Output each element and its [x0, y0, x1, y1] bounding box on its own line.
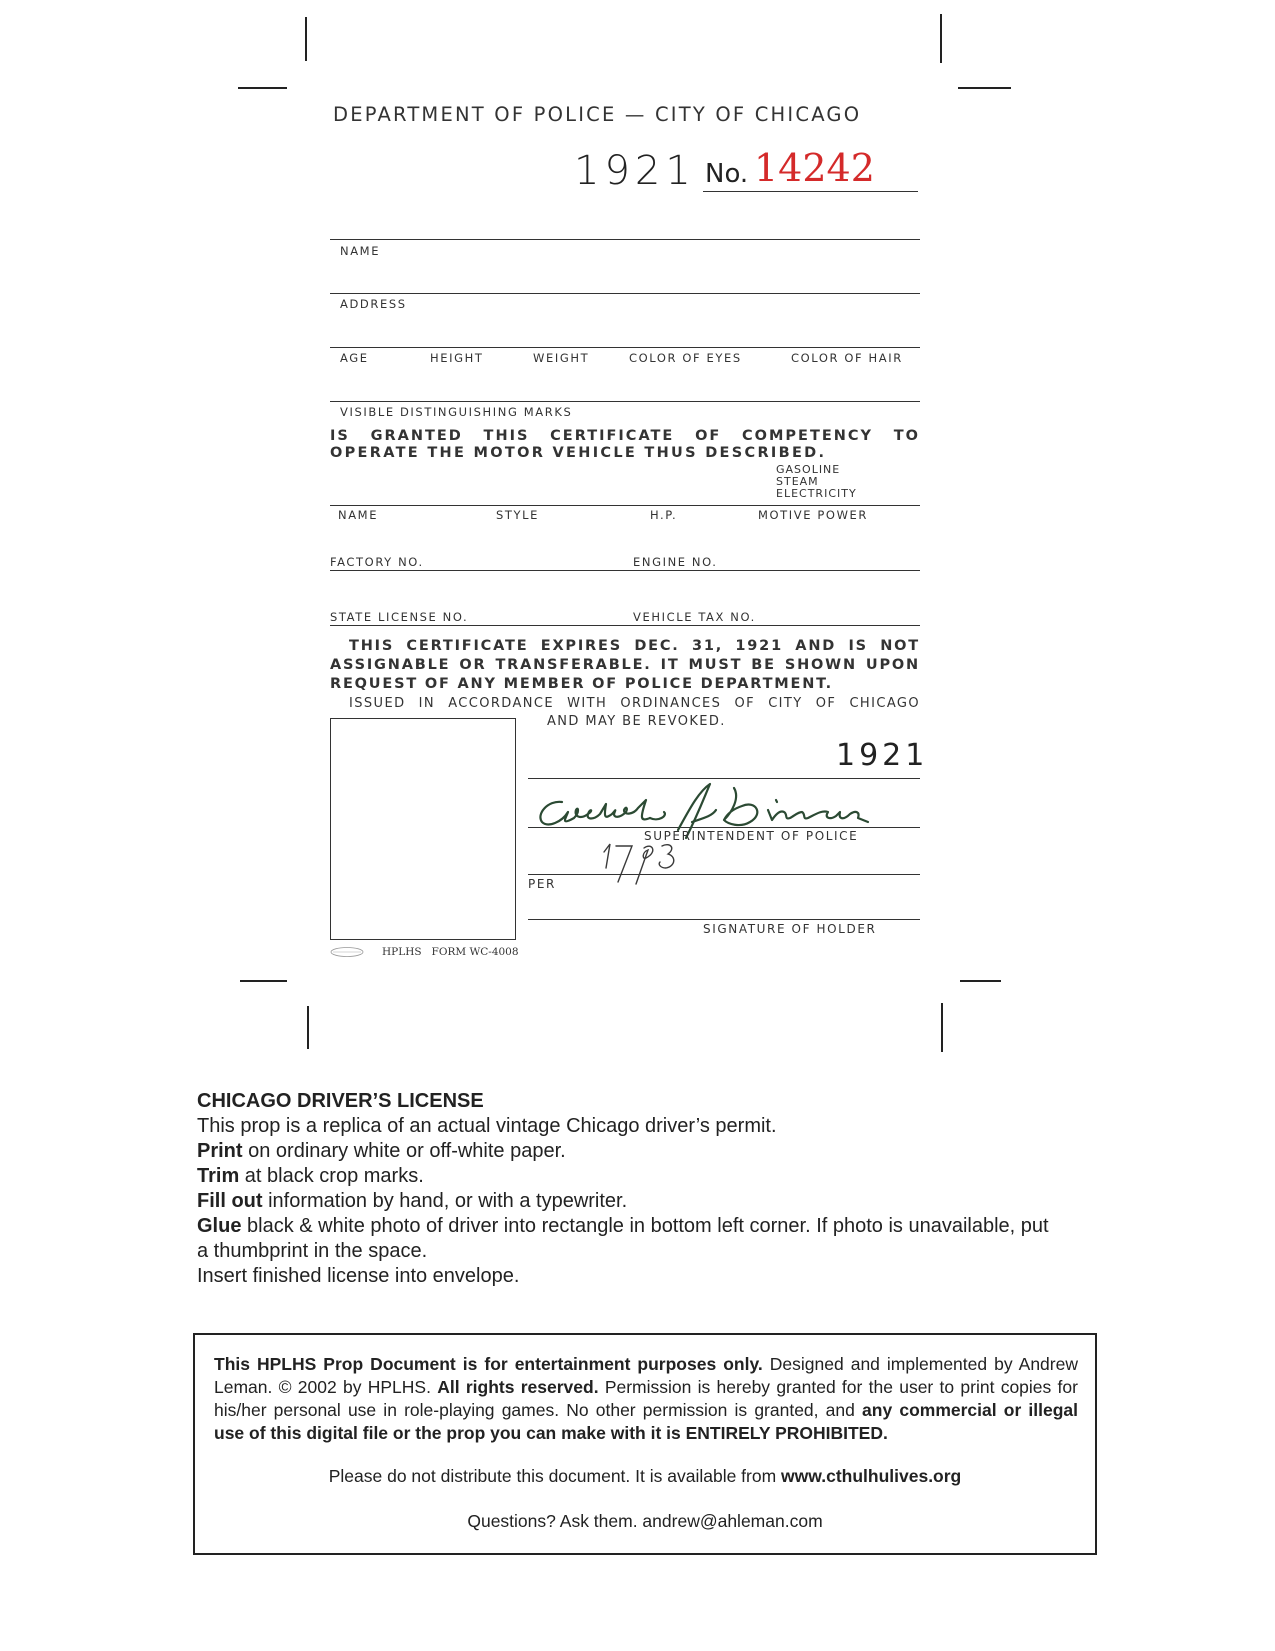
motive-power-label: MOTIVE POWER: [758, 508, 868, 522]
instructions: [197, 1089, 1077, 1289]
number-underline: [703, 191, 918, 192]
issued-line-2: AND MAY BE REVOKED.: [547, 714, 726, 729]
vehicle-tax-label: VEHICLE TAX NO.: [633, 610, 756, 624]
legal-notice-paragraph: [214, 1353, 1078, 1445]
step-glue-bold: Glue: [197, 1215, 242, 1237]
distribution-text: Please do not distribute this document. It is available from: [328, 1466, 782, 1486]
form-year: 1921: [574, 148, 696, 194]
issue-date-line: [528, 778, 920, 779]
form-id: HPLHS FORM WC-4008: [382, 946, 519, 958]
vehicle-style-label: STYLE: [496, 508, 540, 522]
description-line: [330, 347, 920, 348]
license-line: [330, 625, 920, 626]
issue-year: 1921: [836, 738, 929, 773]
factory-line: [330, 570, 920, 571]
license-number: 14242: [754, 146, 875, 190]
height-label: HEIGHT: [430, 351, 484, 365]
power-option-steam: STEAM: [776, 475, 819, 488]
vehicle-hp-label: H.P.: [650, 508, 678, 522]
step-fill-out-bold: Fill out: [197, 1190, 263, 1212]
website-link[interactable]: www.cthulhulives.org: [781, 1466, 962, 1486]
state-license-label: STATE LICENSE NO.: [330, 610, 469, 624]
step-print-bold: Print: [197, 1140, 243, 1162]
hair-color-label: COLOR OF HAIR: [791, 351, 903, 365]
notice-bold-2: All rights reserved.: [437, 1377, 599, 1397]
per-line: [528, 874, 920, 875]
contact-notice: Questions? Ask them. andrew@ahleman.com: [467, 1511, 823, 1531]
step-glue: [197, 1214, 1062, 1264]
address-line: [330, 293, 920, 294]
crop-mark-top-right-vertical: [940, 14, 942, 63]
number-prefix: No.: [705, 159, 749, 189]
eye-color-label: COLOR OF EYES: [629, 351, 742, 365]
expiry-line-2: ASSIGNABLE OR TRANSFERABLE. IT MUST BE SHOWN UPON: [330, 657, 920, 673]
vehicle-line: [330, 505, 920, 506]
holder-signature-label: SIGNATURE OF HOLDER: [703, 922, 877, 936]
grant-line-1: IS GRANTED THIS CERTIFICATE OF COMPETENCY TO: [330, 428, 920, 444]
power-option-gasoline: GASOLINE: [776, 463, 841, 476]
step-trim-text: at black crop marks.: [239, 1165, 424, 1187]
crop-mark-top-right-horizontal: [958, 87, 1011, 89]
grant-line-2: OPERATE THE MOTOR VEHICLE THUS DESCRIBED.: [330, 445, 827, 461]
hplhs-logo-icon: [330, 946, 364, 958]
power-option-electricity: ELECTRICITY: [776, 487, 857, 500]
engine-no-label: ENGINE NO.: [633, 555, 718, 569]
step-fill-out-text: information by hand, or with a typewriter.: [262, 1190, 628, 1212]
name-label: NAME: [340, 244, 381, 258]
notice-bold-1: This HPLHS Prop Document is for entertainment purposes only.: [214, 1354, 763, 1374]
distribution-notice: [195, 1465, 1095, 1488]
age-label: AGE: [340, 351, 369, 365]
crop-mark-bottom-left-horizontal: [240, 980, 287, 982]
crop-mark-top-left-vertical: [305, 17, 307, 61]
crop-mark-bottom-left-vertical: [307, 1006, 309, 1049]
notice-bold-3: any commercial or illegal use of this digital file or the prop you can make with it is ENTIRELY PROHIBITED.: [214, 1400, 1079, 1443]
instructions-title: CHICAGO DRIVER’S LICENSE: [197, 1090, 484, 1112]
photo-box[interactable]: [330, 718, 516, 940]
address-label: ADDRESS: [340, 297, 407, 311]
holder-signature-line: [528, 919, 920, 920]
step-print: [197, 1139, 1077, 1164]
step-glue-text: black & white photo of driver into rectangle in bottom left corner. If photo is unavailable, put a thumbprint in the space.: [197, 1215, 1049, 1262]
notice-text-1: Designed and implemented by Andrew Leman. © 2002 by HPLHS.: [214, 1354, 1078, 1397]
form-header: DEPARTMENT OF POLICE — CITY OF CHICAGO: [333, 103, 862, 126]
crop-mark-bottom-right-horizontal: [960, 980, 1001, 982]
superintendent-label: SUPERINTENDENT OF POLICE: [644, 829, 859, 843]
weight-label: WEIGHT: [533, 351, 590, 365]
factory-no-label: FACTORY NO.: [330, 555, 424, 569]
step-trim-bold: Trim: [197, 1165, 240, 1187]
vehicle-name-label: NAME: [338, 508, 379, 522]
notice-text-2: Permission is hereby granted for the user to print copies for his/her personal use in role-playing games. No other permission is granted, and: [214, 1377, 1078, 1420]
step-print-text: on ordinary white or off-white paper.: [242, 1140, 566, 1162]
per-label: PER: [528, 877, 556, 891]
expiry-line-3: REQUEST OF ANY MEMBER OF POLICE DEPARTMENT.: [330, 676, 833, 692]
legal-notice-box: [193, 1333, 1097, 1555]
step-trim: [197, 1164, 1077, 1189]
instructions-intro: This prop is a replica of an actual vintage Chicago driver’s permit.: [197, 1115, 777, 1137]
marks-label: VISIBLE DISTINGUISHING MARKS: [340, 405, 573, 419]
name-line: [330, 239, 920, 240]
expiry-line-1: THIS CERTIFICATE EXPIRES DEC. 31, 1921 AND IS NOT: [349, 638, 920, 654]
crop-mark-bottom-right-vertical: [941, 1003, 943, 1052]
crop-mark-top-left-horizontal: [238, 87, 287, 89]
instructions-outro: Insert finished license into envelope.: [197, 1265, 520, 1287]
step-fill-out: [197, 1189, 1077, 1214]
issued-line-1: ISSUED IN ACCORDANCE WITH ORDINANCES OF CITY OF CHICAGO: [349, 696, 920, 711]
marks-line: [330, 401, 920, 402]
per-handwritten-number: [598, 842, 698, 892]
